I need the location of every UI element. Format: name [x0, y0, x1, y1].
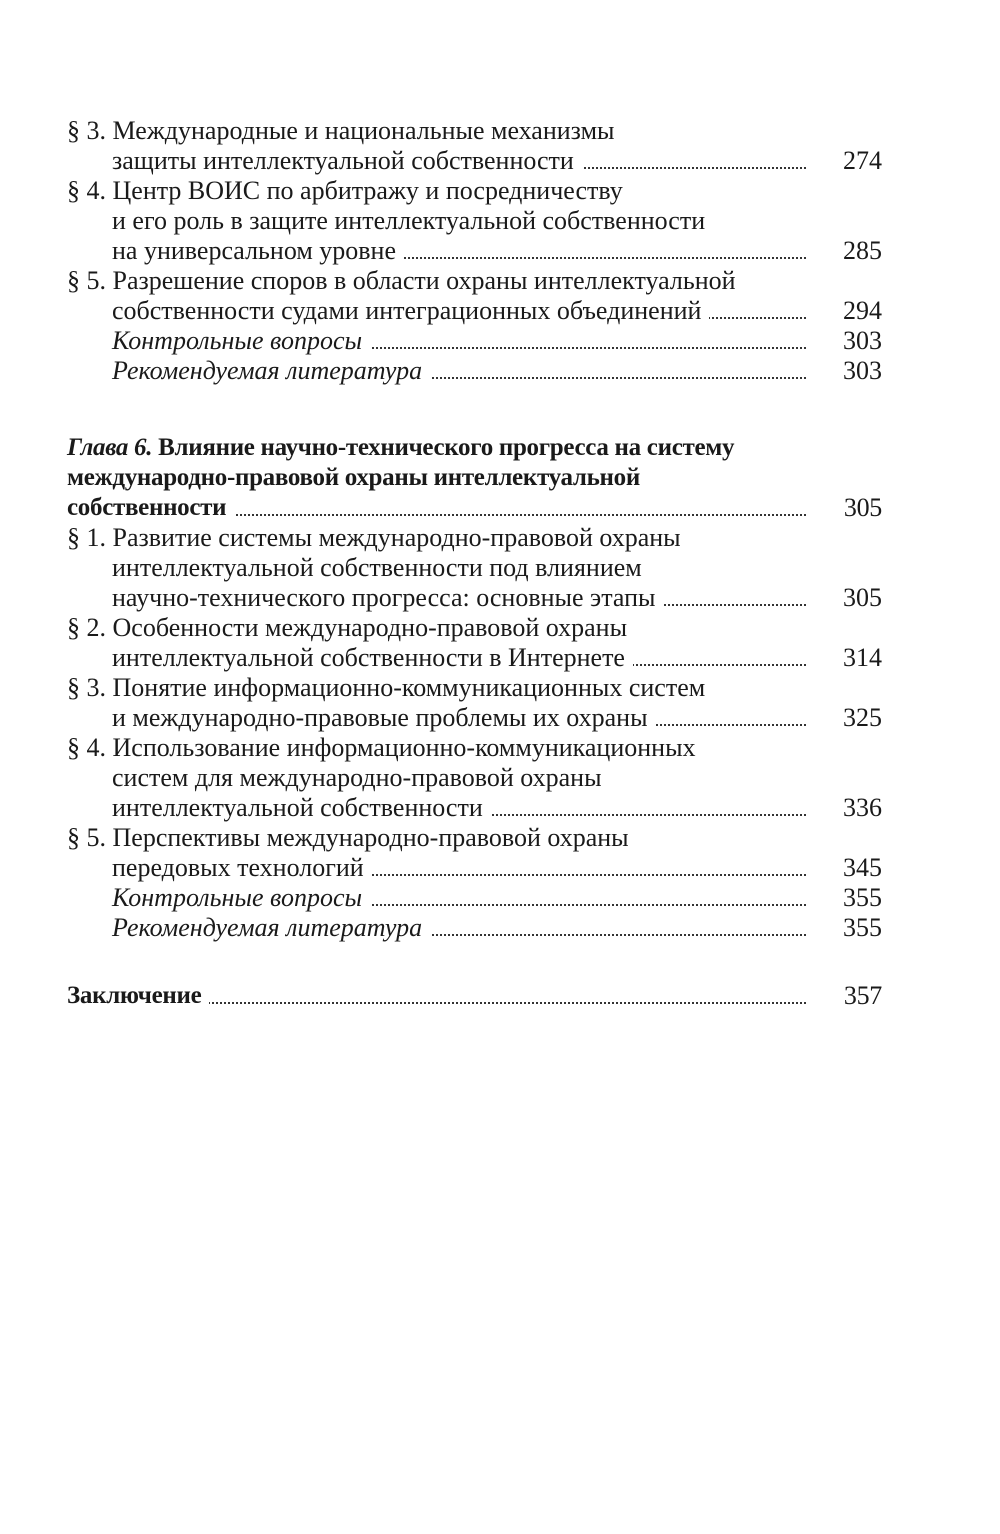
toc-entry-text: интеллектуальной собственности в Интернете [112, 643, 633, 673]
toc-entry-ch6-questions[interactable] [67, 883, 887, 913]
toc-entry-conclusion[interactable] [67, 981, 887, 1011]
toc-entry-ch6-p1-line2 [67, 553, 887, 583]
toc-entry-ch6-p1-line1 [67, 523, 887, 553]
toc-entry-ch5-p5-line2[interactable] [67, 296, 887, 326]
toc-entry-text: § 3. Международные и национальные механизмы [67, 116, 615, 145]
toc-entry-text: и международно-правовые проблемы их охраны [112, 703, 656, 733]
toc-entry-text: § 3. Понятие информационно-коммуникационных систем [67, 673, 706, 702]
toc-entry-ch6-p2-line1 [67, 613, 887, 643]
page-number: 294 [843, 296, 882, 325]
toc-entry-ch6-p2-line2[interactable] [67, 643, 887, 673]
toc-chapter6-title-line3[interactable] [67, 493, 887, 523]
toc-entry-text: § 4. Центр ВОИС по арбитражу и посредничеству [67, 176, 623, 205]
chapter-label: Глава 6. [67, 434, 153, 461]
toc-entry-text: международно-правовой охраны интеллектуальной [67, 464, 640, 491]
toc-entry-text: на универсальном уровне [112, 236, 404, 266]
toc-entry-text: научно-технического прогресса: основные этапы [112, 583, 663, 613]
toc-entry-text: § 5. Перспективы международно-правовой охраны [67, 823, 629, 852]
toc-entry-ch6-literature[interactable] [67, 913, 887, 943]
toc-entry-text: защиты интеллектуальной собственности [112, 146, 582, 176]
page-number: 355 [843, 883, 882, 912]
toc-entry-text: передовых технологий [112, 853, 372, 883]
toc-entry-text: § 4. Использование информационно-коммуникационных [67, 733, 696, 762]
toc-entry-ch6-p1-line3[interactable] [67, 583, 887, 613]
toc-entry-text: § 1. Развитие системы международно-правовой охраны [67, 523, 681, 552]
toc-entry-ch6-p3-line1 [67, 673, 887, 703]
page-number: 303 [843, 326, 882, 355]
toc-entry-text: интеллектуальной собственности [112, 793, 491, 823]
toc-entry-ch5-p5-line1 [67, 266, 887, 296]
page-number: 325 [843, 703, 882, 732]
toc-entry-ch6-p4-line2 [67, 763, 887, 793]
toc-entry-text: и его роль в защите интеллектуальной собственности [112, 206, 706, 235]
toc-entry-ch5-p3-line2[interactable] [67, 146, 887, 176]
toc-entry-text: собственности судами интеграционных объединений [112, 296, 709, 326]
toc-entry-ch5-p4-line1 [67, 176, 887, 206]
toc-entry-ch6-p4-line3[interactable] [67, 793, 887, 823]
toc-chapter6-title-line1 [67, 433, 887, 463]
toc-entry-text: интеллектуальной собственности под влиянием [112, 553, 642, 582]
toc-entry-ch5-literature[interactable] [67, 356, 887, 386]
toc-entry-ch6-p5-line2[interactable] [67, 853, 887, 883]
toc-entry-ch5-p3-line1 [67, 116, 887, 146]
toc-entry-ch6-p5-line1 [67, 823, 887, 853]
page-number: 285 [843, 236, 882, 265]
toc-entry-ch5-p4-line3[interactable] [67, 236, 887, 266]
page-number: 345 [843, 853, 882, 882]
toc-entry-ch6-p4-line1 [67, 733, 887, 763]
toc-entry-text: § 2. Особенности международно-правовой охраны [67, 613, 628, 642]
chapter-title: Влияние научно-технического прогресса на систему [158, 434, 735, 461]
toc-chapter6-title-line2 [67, 463, 887, 493]
page-number: 305 [843, 493, 882, 522]
page-number: 274 [843, 146, 882, 175]
page-number: 357 [843, 981, 882, 1010]
toc-conclusion [67, 981, 887, 1011]
toc-entry-ch5-questions[interactable] [67, 326, 887, 356]
toc-entry-text [67, 433, 734, 463]
toc-entry-text: Рекомендуемая литература [112, 913, 430, 943]
toc-entry-text: § 5. Разрешение споров в области охраны интеллектуальной [67, 266, 736, 295]
toc-entry-text: систем для международно-правовой охраны [112, 763, 602, 792]
toc-chapter6 [67, 433, 887, 943]
page-number: 305 [843, 583, 882, 612]
page-number: 336 [843, 793, 882, 822]
page-number: 314 [843, 643, 882, 672]
toc-entry-text: собственности [67, 493, 234, 523]
page-number: 303 [843, 356, 882, 385]
toc-entry-text: Заключение [67, 981, 209, 1011]
page-number: 355 [843, 913, 882, 942]
toc-entry-text: Контрольные вопросы [112, 883, 370, 913]
toc-entry-text: Контрольные вопросы [112, 326, 370, 356]
toc-entry-text: Рекомендуемая литература [112, 356, 430, 386]
toc-entry-ch6-p3-line2[interactable] [67, 703, 887, 733]
toc-entry-ch5-p4-line2 [67, 206, 887, 236]
toc-chapter5-sections [67, 116, 887, 386]
